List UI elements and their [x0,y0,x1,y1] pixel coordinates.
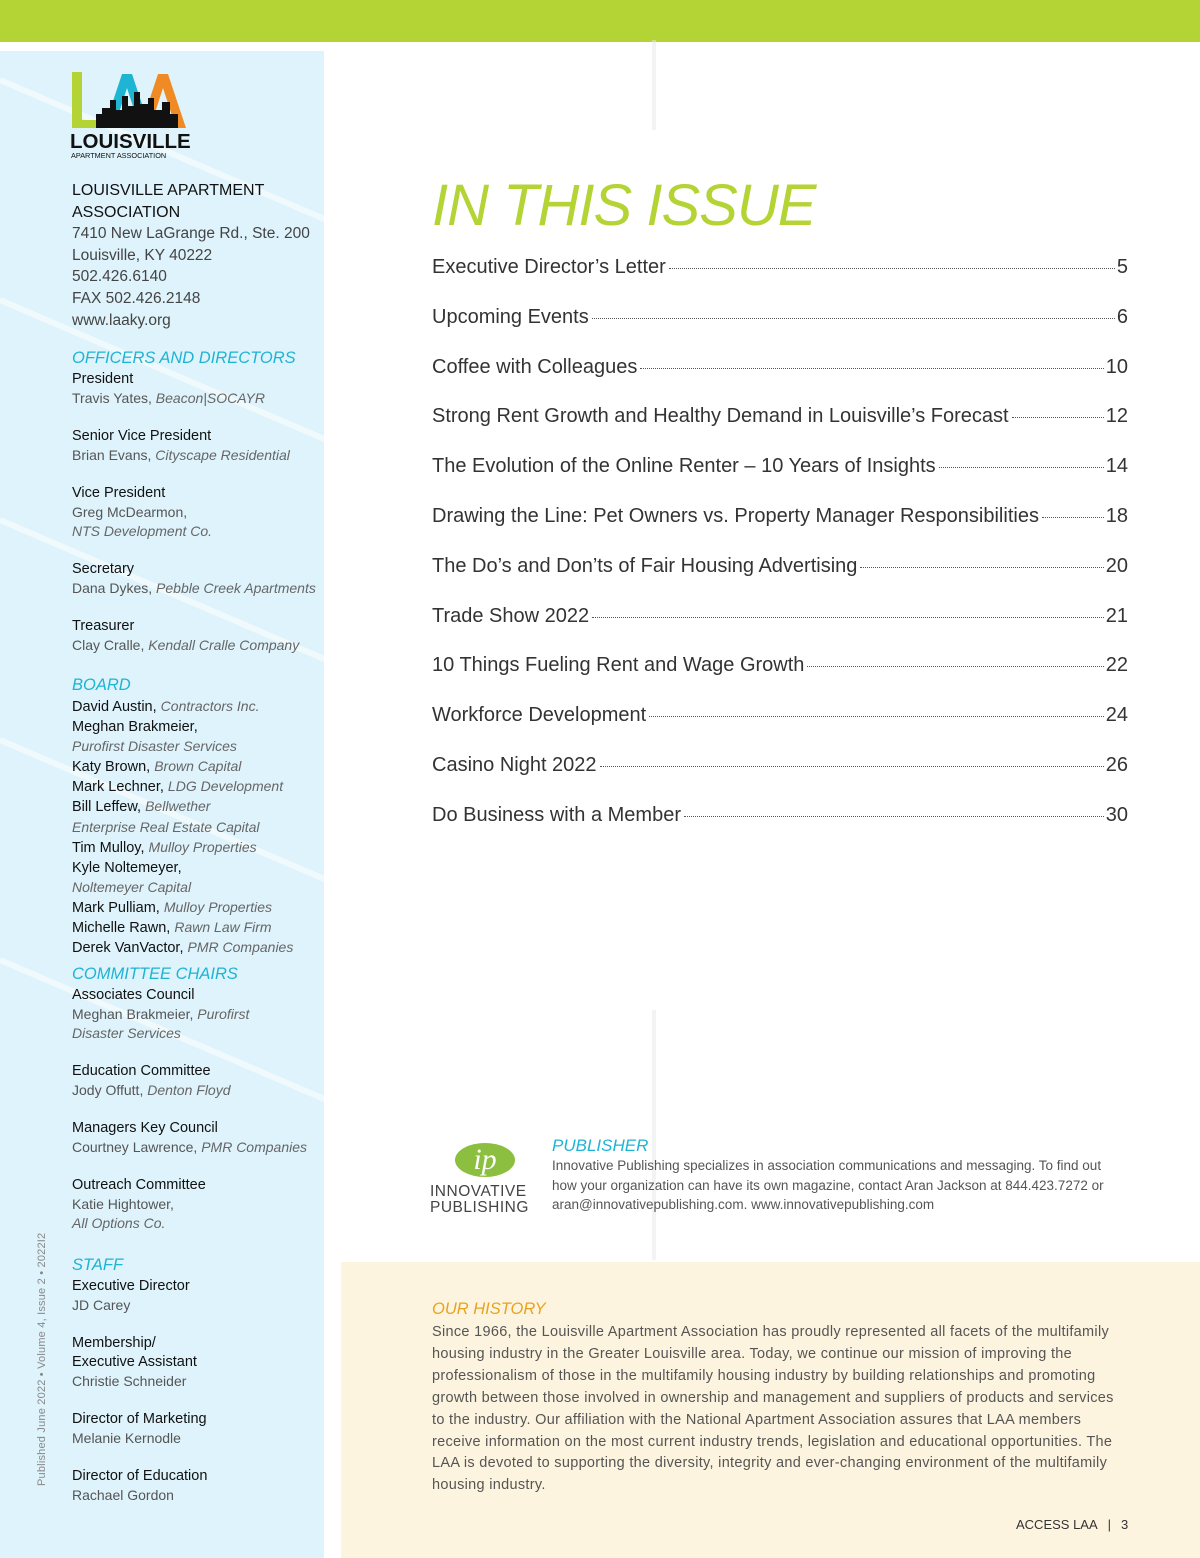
toc-dot-leader [649,716,1104,717]
board-member-company: Rawn Law Firm [174,919,272,936]
board-member-company: Mulloy Properties [163,898,273,915]
board-heading: BOARD [72,676,131,694]
publisher-text-line2: how your organization can have its own magazine, contact Aran Jackson at 844.423.7272 or [552,1177,1104,1193]
staff-role: Executive Director [72,1278,190,1294]
staff-role: Membership/ [72,1335,156,1351]
toc-dot-leader [592,617,1104,618]
board-member-name: Meghan Brakmeier, [72,719,198,736]
publisher-heading: PUBLISHER [552,1136,649,1155]
officer-company: NTS Development Co. [72,523,213,539]
officer-entry [72,484,322,541]
staff-name: Christie Schneider [72,1373,187,1389]
officers-section [72,349,322,674]
toc-dot-leader [592,318,1115,319]
officer-entry [72,560,322,598]
officer-name: Dana Dykes, [72,580,157,596]
board-member [72,818,322,838]
staff-entry [72,1467,322,1505]
board-member-name: Mark Pulliam, [72,899,164,916]
board-member [72,697,322,717]
committee-entry [72,1119,322,1157]
toc-entry-page: 10 [1105,355,1128,378]
committee-entry [72,1176,322,1233]
page-footer [1016,1517,1128,1532]
toc-dot-leader [640,368,1103,369]
officer-entry [72,427,322,465]
toc-entry-title: Casino Night 2022 [432,753,597,776]
org-address-line1: 7410 New LaGrange Rd., Ste. 200 [72,225,310,243]
toc-entry[interactable] [432,555,1128,605]
staff-entry [72,1334,322,1391]
board-member [72,898,322,918]
org-website-link[interactable]: www.laaky.org [72,311,171,329]
committee-role: Associates Council [72,987,195,1003]
board-member-company: Mulloy Properties [148,838,257,855]
committee-chair-company: Purofirst [197,1006,250,1022]
publisher-block [552,1136,1122,1215]
publisher-logo-line2: PUBLISHING [430,1199,529,1216]
publisher-text-line3: aran@innovativepublishing.com. www.innovativepublishing.com [552,1197,935,1212]
committee-chair-name: Jody Offutt, [72,1082,148,1098]
staff-name: JD Carey [72,1297,131,1313]
officer-company: Pebble Creek Apartments [156,580,316,596]
toc-entry-page: 26 [1105,753,1128,776]
board-member-company: LDG Development [167,778,284,795]
toc-dot-leader [669,268,1115,269]
staff-heading: STAFF [72,1256,124,1274]
toc-entry-title: Drawing the Line: Pet Owners vs. Property Manager Responsibilities [432,504,1039,527]
org-name-line1: LOUISVILLE APARTMENT [72,182,265,199]
board-member-name: Michelle Rawn, [72,920,175,937]
toc-entry-page: 6 [1116,305,1128,328]
officer-name: Travis Yates, [72,390,156,406]
committees-heading: COMMITTEE CHAIRS [72,965,238,983]
toc-dot-leader [1012,417,1104,418]
toc-entry-page: 21 [1105,604,1128,627]
officer-name: Clay Cralle, [72,637,149,653]
board-member [72,777,322,797]
board-member-company: Brown Capital [154,758,242,775]
board-member-company: Enterprise Real Estate Capital [72,818,260,835]
toc-dot-leader [1042,517,1104,518]
staff-role: Director of Marketing [72,1411,207,1427]
logo-name: LOUISVILLE [70,130,191,153]
toc-dot-leader [600,766,1104,767]
top-accent-bar [0,0,1200,42]
toc-entry[interactable] [432,405,1128,455]
board-member-name: Bill Leffew, [72,799,146,816]
toc-entry-title: Do Business with a Member [432,803,681,826]
toc-entry-title: Strong Rent Growth and Healthy Demand in Louisville’s Forecast [432,405,1009,428]
toc-entry-page: 20 [1105,554,1128,577]
board-member [72,878,322,898]
board-member [72,918,322,938]
toc-entry-page: 22 [1105,654,1128,677]
staff-name: Melanie Kernodle [72,1430,181,1446]
officer-role: Senior Vice President [72,428,212,444]
history-text: Since 1966, the Louisville Apartment Association has proudly represented all facets of the multifamily housing industry in the Greater Louisville area. Today, we continue our mission of improving the professionalism of those in the multifamily housing industry by building relationships and promoting growth between those involved in ownership and management and suppliers of products and services to the industry. Our affiliation with the National Apartment Association assures that LAA members receive information on the most current industry trends, legislation and educational opportunities. The LAA is devoted to supporting the diversity, integrity and ever-changing environment of the multifamily housing industry. [432,1324,1114,1494]
logo-subtitle: APARTMENT ASSOCIATION [71,151,167,160]
toc-entry[interactable] [432,256,1128,306]
staff-name: Rachael Gordon [72,1487,174,1503]
toc-entry-page: 14 [1105,455,1128,478]
officer-company: Beacon|SOCAYR [155,390,265,406]
toc-entry-page: 30 [1105,803,1128,826]
staff-entry [72,1410,322,1448]
toc-entry-page: 5 [1116,256,1128,278]
toc-entry[interactable] [432,704,1128,754]
officers-heading: OFFICERS AND DIRECTORS [72,349,296,367]
toc-entry-page: 18 [1105,504,1128,527]
table-of-contents [432,256,1128,854]
board-member-name: Kyle Noltemeyer, [72,859,182,876]
committee-role: Managers Key Council [72,1120,218,1136]
committee-role: Education Committee [72,1063,211,1079]
board-member [72,797,322,817]
officer-role: President [72,371,134,387]
officer-role: Treasurer [72,618,135,634]
org-contact-block [72,180,322,331]
board-member-name: Katy Brown, [72,759,155,776]
toc-entry-title: Upcoming Events [432,305,589,328]
board-member-company: PMR Companies [187,939,294,956]
board-member [72,838,322,858]
board-member-name: Tim Mulloy, [72,839,149,856]
toc-entry[interactable] [432,356,1128,406]
committee-chair-name: Meghan Brakmeier, [72,1006,198,1022]
board-member-name: Derek VanVactor, [72,940,188,957]
staff-role: Director of Education [72,1468,208,1484]
toc-entry-title: The Do’s and Don’ts of Fair Housing Advertising [432,554,858,577]
toc-dot-leader [860,567,1103,568]
board-member [72,737,322,757]
officer-role: Vice President [72,485,166,501]
officer-name: Brian Evans, [72,447,156,463]
staff-entry [72,1277,322,1315]
toc-entry-title: Executive Director’s Letter [432,256,666,278]
committee-role: Outreach Committee [72,1177,206,1193]
toc-entry-title: Workforce Development [432,704,647,727]
staff-role-cont: Executive Assistant [72,1354,197,1370]
board-member-company: Purofirst Disaster Services [72,738,237,755]
board-member-company: Bellwether [145,798,211,815]
org-fax: FAX 502.426.2148 [72,289,201,307]
committee-entry [72,1062,322,1100]
footer-page-number: 3 [1121,1517,1129,1532]
committee-entry [72,986,322,1043]
toc-entry[interactable] [432,505,1128,555]
toc-dot-leader [684,816,1104,817]
history-heading: OUR HISTORY [432,1300,546,1318]
footer-separator: | [1107,1517,1112,1532]
toc-entry-title: Trade Show 2022 [432,604,590,627]
committee-chair-company: All Options Co. [72,1215,166,1231]
committees-section [72,965,322,1252]
board-member [72,858,322,878]
toc-entry-title: 10 Things Fueling Rent and Wage Growth [432,654,805,677]
officer-company: Cityscape Residential [155,447,290,463]
toc-dot-leader [939,467,1104,468]
toc-entry-page: 24 [1105,704,1128,727]
org-address-line2: Louisville, KY 40222 [72,246,213,264]
org-phone: 502.426.6140 [72,268,167,286]
officer-company: Kendall Cralle Company [148,637,300,653]
committee-chair-company-cont: Disaster Services [72,1025,181,1041]
laa-logo [70,70,205,162]
publisher-logo-line1: INNOVATIVE [430,1183,527,1200]
toc-entry-title: The Evolution of the Online Renter – 10 Years of Insights [432,455,936,478]
toc-entry-title: Coffee with Colleagues [432,355,638,378]
committee-chair-company: Denton Floyd [147,1082,231,1098]
toc-entry-page: 12 [1105,405,1128,428]
page-title: IN THIS ISSUE [432,173,816,238]
toc-entry[interactable] [432,306,1128,356]
toc-entry[interactable] [432,754,1128,804]
toc-entry[interactable] [432,605,1128,655]
officer-entry [72,370,322,408]
officer-name: Greg McDearmon, [72,504,188,520]
publication-note: Published June 2022 • Volume 4, Issue 2 • 2022I2 [36,1232,48,1486]
toc-dot-leader [807,666,1103,667]
org-name-line2: ASSOCIATION [72,203,181,221]
board-member [72,938,322,958]
officer-role: Secretary [72,561,135,577]
officer-entry [72,617,322,655]
board-member-name: Mark Lechner, [72,779,168,796]
staff-section [72,1256,322,1524]
innovative-publishing-logo [430,1138,540,1218]
publisher-text-line1: Innovative Publishing specializes in association communications and messaging. To find out [552,1158,1102,1173]
committee-chair-name: Katie Hightower, [72,1196,174,1212]
board-member-company: Noltemeyer Capital [72,878,192,895]
board-member-company: Contractors Inc. [160,698,260,714]
toc-entry[interactable] [432,455,1128,505]
board-member-name: David Austin, [72,699,161,715]
committee-chair-company: PMR Companies [201,1139,308,1155]
board-member [72,757,322,777]
board-member [72,717,322,737]
footer-magazine-name: ACCESS LAA [1016,1517,1098,1532]
publisher-logo-mark: ip [473,1143,497,1176]
toc-entry[interactable] [432,804,1128,854]
committee-chair-name: Courtney Lawrence, [72,1139,202,1155]
toc-entry[interactable] [432,654,1128,704]
board-section [72,676,322,958]
